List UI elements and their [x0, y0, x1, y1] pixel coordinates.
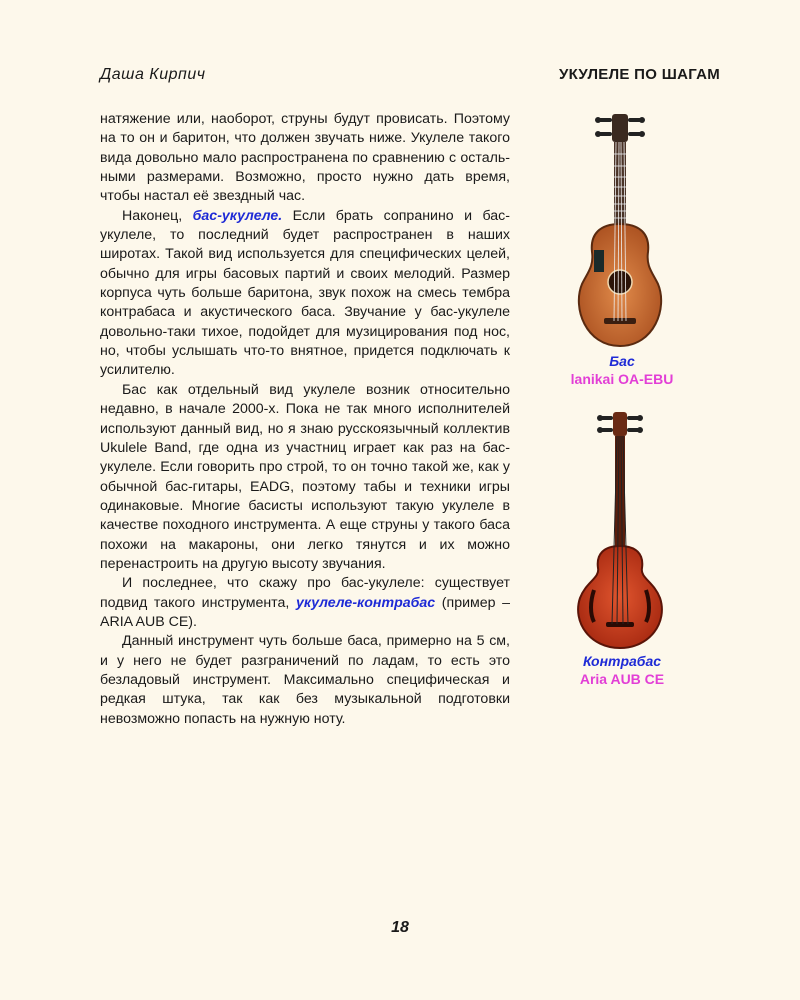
paragraph-4 [100, 574, 510, 632]
contrabass-ukulele-image [560, 410, 680, 652]
paragraph-3: Бас как отдельный вид укулеле возник относительно недавно, в начале 2000-х. Пока не так много исполнителей используют данный вид, но я знаю русскоязычный коллектив Ukulele Band, где одна из участниц играет как раз на бас-укулеле. Если говорить про строй, то он точно такой же, как у обычной бас-гитары, EADG, поэтому табы и техники игры одинаковые. Многие басисты используют такую укулеле в качестве походного инструмента. А еще струны у такого баса похожи на макароны, они легко тянутся и их можно перенастроить на другую высоту звучания. [100, 381, 510, 572]
bass-ukulele-image [560, 112, 680, 352]
paragraph-2 [100, 207, 510, 381]
header-author: Даша Кирпич [100, 66, 206, 83]
term-bass-ukulele: бас-укулеле. [192, 207, 283, 224]
p2-rest: Если брать сопранино и бас-укулеле, то последний будет распространен в наших широтах. Такой вид используется для специфических целей, обычно для игры басовых партий и своих мелодий. Размер корпуса чуть больше баритона, звук похож на смесь тембра контрабаса и акустического баса. Звучание у бас-укулеле довольно-таки тихое, подойдет для музицирования под нос, но, чтобы услышать что-то внятное, придется подключать к усилителю. [100, 207, 510, 379]
p4-lead: И последнее, что скажу про бас-укулеле: существует подвид такого инструмента, [100, 575, 510, 611]
paragraph-5: Данный инструмент чуть больше баса, примерно на 5 см, и у него не будет разграничений по ладам, то есть это безладовый инструмент. Максимально специфическая и редкая штука, так как без музыкальной подготовки невозможно попасть на нужную ноту. [100, 633, 510, 727]
bass-caption [552, 352, 692, 388]
term-ukulele-contrabass: укулеле-контрабас [295, 594, 436, 611]
contrabass-caption-kind: Контрабас [582, 653, 662, 669]
page-number: 18 [391, 919, 409, 936]
contrabass-caption-model: Aria AUB CE [579, 671, 665, 687]
body-text [100, 110, 510, 729]
header-book-title: УКУЛЕЛЕ ПО ШАГАМ [558, 66, 720, 83]
p2-lead: Наконец, [122, 207, 193, 224]
bass-caption-model: lanikai OA-EBU [570, 371, 674, 387]
paragraph-1: натяжение или, наоборот, струны будут провисать. Поэтому на то он и баритон, что должен звучать ниже. Укулеле такого вида довольно мало распространена по сравнению с остальными размерами. Возможно, просто нужно дать время, чтобы настал её звездный час. [100, 111, 510, 205]
bass-caption-kind: Бас [609, 353, 635, 369]
p4-rest: (пример – ARIA AUB CE). [100, 594, 511, 630]
contrabass-caption [552, 652, 692, 688]
